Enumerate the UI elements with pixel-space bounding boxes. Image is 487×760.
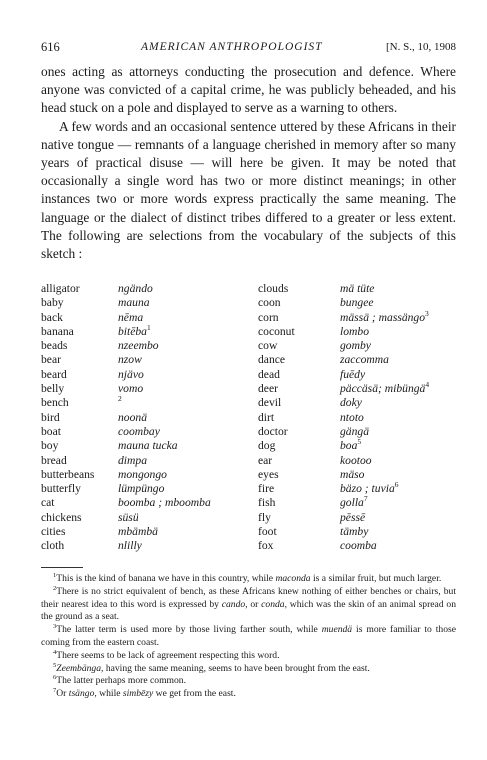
vocab-row bbox=[41, 411, 256, 425]
african-word: gomby bbox=[340, 339, 371, 353]
african-word: ngändo bbox=[118, 282, 153, 295]
african-word: bäzo ; tuvia$^6$ bbox=[340, 480, 399, 496]
english-word: cow bbox=[258, 339, 278, 353]
footnote-mark: 5 bbox=[53, 661, 57, 669]
vocab-row bbox=[258, 496, 463, 510]
english-word: baby bbox=[41, 296, 64, 310]
english-word: fire bbox=[258, 482, 275, 496]
english-word: beard bbox=[41, 367, 67, 381]
vocab-row bbox=[258, 325, 463, 339]
english-word: deer bbox=[258, 382, 278, 396]
vocab-row bbox=[41, 296, 256, 310]
footnote-term: conda, bbox=[261, 598, 288, 610]
african-word: lombo bbox=[340, 324, 369, 338]
english-word: boat bbox=[41, 424, 61, 438]
african-word: boa$^5$ bbox=[340, 437, 362, 453]
english-word: eyes bbox=[258, 467, 279, 481]
african-word: päccäsä; mibüngä$^4$ bbox=[340, 380, 430, 396]
english-word: coon bbox=[258, 296, 281, 310]
english-word: butterbeans bbox=[41, 467, 95, 481]
african-word: süsü bbox=[118, 510, 139, 524]
english-word: beads bbox=[41, 339, 68, 353]
african-word: noonä bbox=[118, 410, 147, 424]
footnote-term: Zeembänga, bbox=[56, 662, 104, 674]
vocab-row bbox=[258, 368, 463, 382]
footnote: $^1$This is the kind of banana we have in this country, while maconda is a similar fruit, but much larger. bbox=[53, 571, 442, 584]
english-word: bird bbox=[41, 410, 60, 424]
english-word: cities bbox=[41, 525, 66, 539]
english-word: fish bbox=[258, 496, 276, 510]
english-word: banana bbox=[41, 324, 74, 338]
english-word: foot bbox=[258, 525, 277, 539]
african-word: njävo bbox=[118, 367, 144, 381]
english-word: dance bbox=[258, 353, 286, 367]
vocab-row bbox=[41, 439, 256, 453]
african-word: mäso bbox=[340, 467, 365, 481]
vocab-row bbox=[41, 368, 256, 382]
vocabulary-column-right bbox=[258, 282, 463, 554]
african-word: dimpa bbox=[118, 453, 147, 467]
footnote-term: tsängo, bbox=[68, 688, 97, 700]
english-word: ear bbox=[258, 453, 273, 467]
english-word: back bbox=[41, 310, 63, 324]
african-word: lümpüngo bbox=[118, 482, 165, 496]
vocab-row bbox=[41, 454, 256, 468]
vocabulary-column-left bbox=[41, 282, 256, 554]
vocab-row bbox=[258, 525, 463, 539]
african-word: coomba bbox=[340, 539, 377, 553]
vocab-row bbox=[41, 496, 256, 510]
footnote-mark: 3 bbox=[53, 623, 57, 630]
footnote-ref: 4 bbox=[425, 380, 430, 390]
footnote: $^6$The latter perhaps more common. bbox=[53, 674, 186, 687]
vocab-row bbox=[41, 539, 256, 553]
english-word: belly bbox=[41, 382, 65, 396]
african-word: pēssē bbox=[340, 510, 366, 524]
vocab-row bbox=[41, 382, 256, 396]
vocab-row bbox=[41, 482, 256, 496]
african-word: vomo bbox=[118, 382, 144, 396]
african-word: mauna bbox=[118, 296, 150, 310]
footnote-ref: 7 bbox=[363, 494, 368, 504]
african-word: nlilly bbox=[118, 539, 142, 553]
english-word: clouds bbox=[258, 282, 289, 295]
english-word: fly bbox=[258, 510, 271, 524]
footnote-ref: 1 bbox=[146, 323, 151, 333]
footnote-ref: 6 bbox=[394, 480, 399, 490]
african-word: mä tüte bbox=[340, 282, 375, 295]
african-word: nēma bbox=[118, 310, 144, 324]
african-word: nzeembo bbox=[118, 339, 159, 353]
vocab-row bbox=[41, 525, 256, 539]
english-word: butterfly bbox=[41, 482, 81, 496]
footnote-term: simbēzy bbox=[122, 688, 154, 700]
footnote: $^7$Or tsängo, while simbēzy we get from the east. bbox=[53, 686, 236, 700]
african-word: bungee bbox=[340, 296, 374, 310]
footnote-ref: 5 bbox=[357, 437, 362, 447]
vocab-row bbox=[258, 439, 463, 453]
footnote: $^4$There seems to be lack of agreement respecting this word. bbox=[53, 648, 280, 661]
english-word: bench bbox=[41, 396, 69, 410]
footnote-term: maconda bbox=[275, 573, 311, 584]
english-word: cat bbox=[41, 496, 55, 510]
vocab-row bbox=[258, 539, 463, 553]
vocab-row bbox=[258, 468, 463, 482]
english-word: corn bbox=[258, 310, 279, 324]
african-word: tämby bbox=[340, 525, 369, 539]
english-word: dirt bbox=[258, 410, 275, 424]
vocab-row bbox=[41, 339, 256, 353]
african-word: golla$^7$ bbox=[340, 494, 368, 510]
african-word: doky bbox=[340, 396, 362, 410]
footnote-term: cando, bbox=[221, 598, 248, 610]
english-word: dead bbox=[258, 367, 280, 381]
vocab-row bbox=[258, 296, 463, 310]
vocab-row bbox=[41, 468, 256, 482]
vocab-row bbox=[258, 382, 463, 396]
footnote-mark: 7 bbox=[53, 686, 57, 694]
english-word: boy bbox=[41, 439, 59, 453]
footnote-rule bbox=[41, 567, 83, 568]
english-word: devil bbox=[258, 396, 282, 410]
footnote: $^2$There is no strict equivalent of bench, as these Africans knew nothing of either benches or chairs, but their nearest idea to this word is expressed by cando, or conda, which was the skin of an animal spread on the ground as a seat. bbox=[41, 584, 457, 623]
english-word: coconut bbox=[258, 324, 295, 338]
african-word: fuēdy bbox=[340, 367, 366, 381]
footnote-ref: 3 bbox=[425, 308, 429, 318]
african-word: boomba ; mboomba bbox=[118, 496, 211, 510]
african-word: kootoo bbox=[340, 453, 372, 467]
african-word: ntoto bbox=[340, 410, 364, 424]
footnotes bbox=[41, 573, 456, 701]
footnote: $^3$The latter term is used more by those living farther south, while muendä is more familiar to those coming from the eastern coast. bbox=[41, 623, 456, 648]
vocab-row bbox=[258, 454, 463, 468]
english-word: dog bbox=[258, 439, 276, 453]
vocab-row bbox=[258, 308, 463, 325]
african-word: mbämbä bbox=[118, 525, 158, 539]
english-word: doctor bbox=[258, 424, 288, 438]
african-word: nzow bbox=[118, 353, 142, 367]
vocab-row bbox=[258, 396, 463, 410]
footnote-term: muendä bbox=[321, 624, 353, 636]
running-title: AMERICAN ANTHROPOLOGIST bbox=[141, 41, 323, 53]
vocab-row bbox=[258, 482, 463, 496]
page-header bbox=[41, 39, 456, 55]
vocab-row bbox=[41, 425, 256, 439]
english-word: chickens bbox=[41, 510, 82, 524]
footnote-mark: 6 bbox=[53, 674, 57, 682]
english-word: alligator bbox=[41, 282, 80, 295]
footnote-mark: 2 bbox=[53, 584, 57, 592]
english-word: fox bbox=[258, 539, 274, 553]
african-word: mongongo bbox=[118, 467, 167, 481]
paragraph: A few words and an occasional sentence uttered by these Africans in their native tongue — remnants of a language cherished in memory after so many years of practical disuse — will here be given. It may be noted that occasionally a single word has two or more distinct meanings; in other instances two or more words express practically the same meaning. The language or the dialect of distinct tribes differed to a greater or less extent. The following are selections from the vocabulary of the subjects of this sketch : bbox=[41, 118, 456, 262]
footnote-mark: 4 bbox=[53, 648, 57, 656]
african-word: zaccomma bbox=[340, 353, 389, 367]
vocab-row bbox=[258, 411, 463, 425]
vocab-row bbox=[41, 353, 256, 367]
english-word: bread bbox=[41, 453, 67, 467]
series-info: [N. S., 10, 1908 bbox=[386, 41, 456, 53]
african-word: bitēba$^1$ bbox=[118, 323, 151, 338]
vocab-row bbox=[258, 282, 463, 296]
african-word: coombay bbox=[118, 424, 160, 438]
vocab-row bbox=[258, 511, 463, 525]
vocab-row bbox=[41, 396, 256, 410]
body-text bbox=[41, 63, 456, 263]
african-word: mässä ; massängo$^3$ bbox=[340, 308, 429, 324]
footnote: $^5$Zeembänga, having the same meaning, seems to have been brought from the east. bbox=[53, 661, 370, 674]
vocab-row bbox=[258, 353, 463, 367]
paragraph: ones acting as attorneys conducting the prosecution and defence. Where anyone was convicted of a capital crime, he was publicly beheaded, and his head stuck on a pole and displayed to serve as a warning to others. bbox=[41, 64, 456, 116]
page-number: 616 bbox=[41, 40, 60, 54]
english-word: bear bbox=[41, 353, 61, 367]
english-word: cloth bbox=[41, 539, 65, 553]
vocab-row bbox=[41, 511, 256, 525]
vocab-row bbox=[258, 339, 463, 353]
african-word: gängä bbox=[340, 424, 369, 438]
vocab-row bbox=[41, 325, 256, 339]
african-word bbox=[118, 396, 122, 410]
footnote-mark: 1 bbox=[53, 571, 57, 579]
footnote-ref: 2 bbox=[118, 394, 122, 404]
vocab-row bbox=[41, 282, 256, 296]
african-word: mauna tucka bbox=[118, 439, 178, 453]
